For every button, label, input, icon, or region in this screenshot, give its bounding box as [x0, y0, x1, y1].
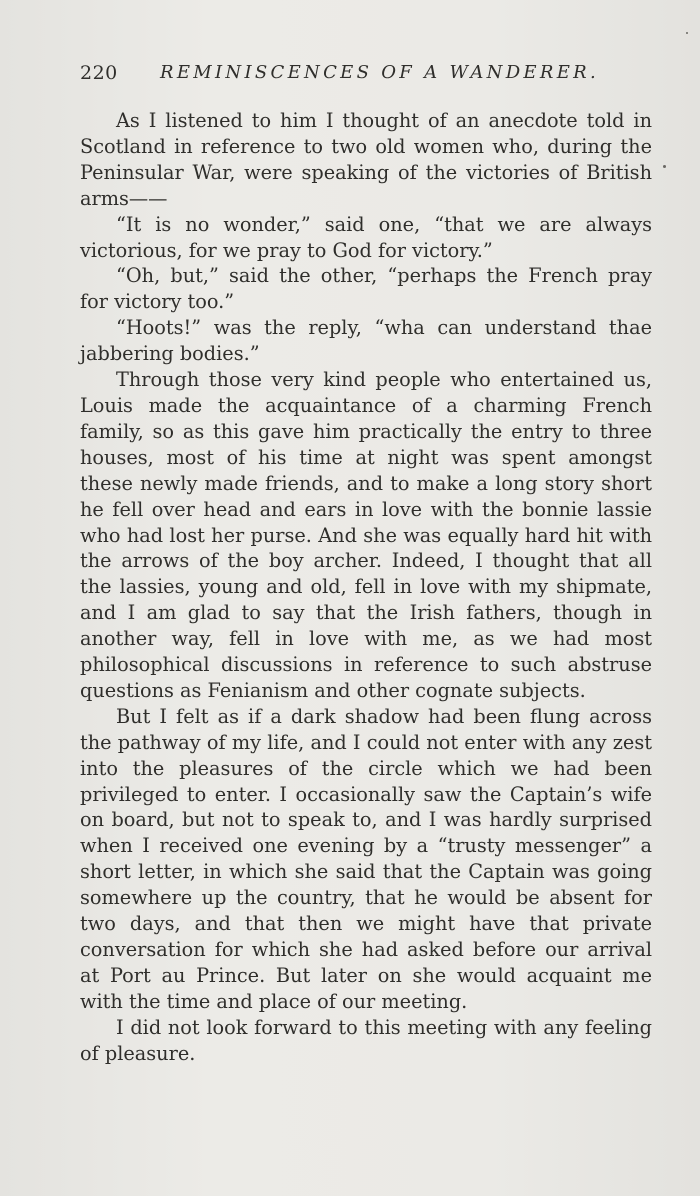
paper-speck	[686, 32, 688, 34]
paragraph-meeting: I did not look forward to this meeting with any feeling of pleasure.	[80, 1015, 652, 1065]
paragraph-dialogue-2: “Oh, but,” said the other, “perhaps the French pray for victory too.”	[80, 264, 652, 314]
page-header	[80, 62, 600, 92]
paragraph-anecdote: As I listened to him I thought of an anecdote told in Scotland in reference to two old women who, during the Peninsular War, were speaking of the victories of British arms——	[80, 109, 652, 210]
body-text	[80, 108, 652, 1067]
paragraph-shadow: But I felt as if a dark shadow had been flung across the pathway of my life, and I could not enter with any zest into the pleasures of the circle which we had been privileged to enter. I occasionally saw the Captain’s wife on board, but not to speak to, and I was hardly surprised when I received one evening by a “trusty messenger” a short letter, in which she said that the Captain was going somewhere up the country, that he would be absent for two days, and that then we might have that private conversation for which she had asked before our arrival at Port au Prince. But later on she would acquaint me with the time and place of our meeting.	[80, 704, 652, 1013]
paper-speck	[663, 165, 666, 168]
paragraph-dialogue-1: “It is no wonder,” said one, “that we are always victorious, for we pray to God for victory.”	[80, 212, 652, 262]
running-title: REMINISCENCES OF A WANDERER.	[160, 62, 600, 83]
paragraph-louis: Through those very kind people who entertained us, Louis made the acquaintance of a charming French family, so as this gave him practically the entry to three houses, most of his time at night was spent amongst these newly made friends, and to make a long story short he fell over head and ears in love with the bonnie lassie who had lost her purse. And she was equally hard hit with the arrows of the boy archer. Indeed, I thought that all the lassies, young and old, fell in love with my shipmate, and I am glad to say that the Irish fathers, though in another way, fell in love with me, as we had most philosophical discussions in reference to such abstruse questions as Fenianism and other cognate subjects.	[80, 368, 652, 702]
paragraph-dialogue-3: “Hoots!” was the reply, “wha can understand thae jabbering bodies.”	[80, 316, 652, 366]
page-number: 220	[80, 62, 118, 84]
